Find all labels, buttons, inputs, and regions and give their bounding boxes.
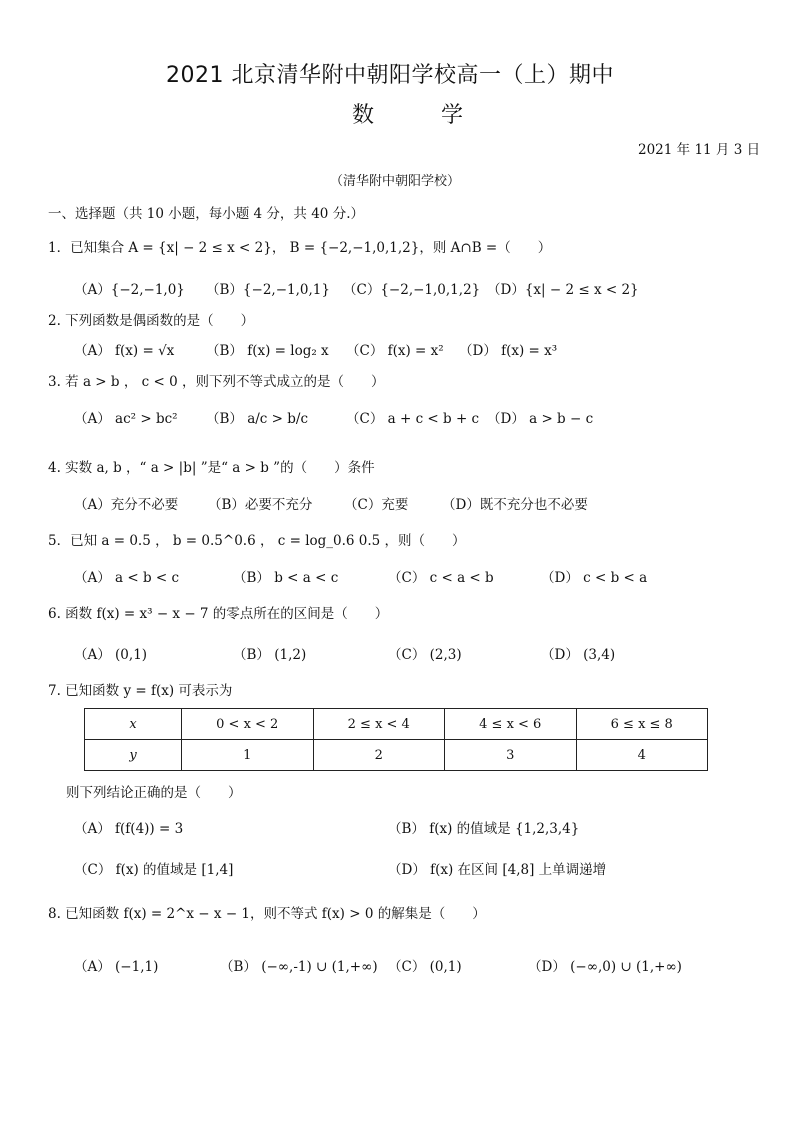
table-header-x: x	[85, 709, 182, 740]
question-3-option-d: （D） a > b − c	[487, 411, 594, 427]
question-8-stem: 8. 已知函数 f(x) = 2^x − x − 1，则不等式 f(x) > 0 的解集是（ ）	[48, 906, 486, 922]
question-1-stem: 1．已知集合 A = {x| − 2 ≤ x < 2}， B = {−2,−1,0,1,2}，则 A∩B =（ ）	[48, 240, 552, 256]
question-8-option-c: （C） (0,1)	[388, 959, 462, 975]
section-heading: 一、选择题（共 10 小题，每小题 4 分，共 40 分.）	[48, 206, 364, 222]
question-8-option-b: （B） (−∞,-1) ∪ (1,+∞)	[220, 959, 378, 975]
table-cell: 0 < x < 2	[182, 709, 314, 740]
question-7-option-d: （D） f(x) 在区间 [4,8] 上单调递增	[388, 862, 607, 878]
question-7-option-b: （B） f(x) 的值域是 {1,2,3,4}	[388, 821, 580, 837]
question-4-stem: 4. 实数 a, b ，“ a > |b| ”是“ a > b ”的（ ）条件	[48, 460, 375, 476]
table-header-y: y	[85, 740, 182, 771]
question-5-option-c: （C） c < a < b	[388, 570, 494, 586]
question-6-option-a: （A） (0,1)	[74, 647, 148, 663]
question-3-option-a: （A） ac² > bc²	[74, 411, 178, 427]
question-4-option-c: （C）充要	[344, 497, 409, 513]
question-6-stem: 6. 函数 f(x) = x³ − x − 7 的零点所在的区间是（ ）	[48, 606, 389, 622]
question-2-option-d: （D） f(x) = x³	[459, 343, 558, 359]
question-3-option-c: （C） a + c < b + c	[346, 411, 480, 427]
question-2-option-c: （C） f(x) = x²	[346, 343, 444, 359]
question-2-option-b: （B） f(x) = log₂ x	[206, 343, 329, 359]
question-7-stem: 7. 已知函数 y = f(x) 可表示为	[48, 683, 233, 699]
question-1-option-b: （B）{−2,−1,0,1}	[206, 282, 330, 298]
table-cell: 6 ≤ x ≤ 8	[576, 709, 708, 740]
table-cell: 4	[576, 740, 708, 771]
table-cell: 2 ≤ x < 4	[313, 709, 445, 740]
question-6-option-d: （D） (3,4)	[541, 647, 616, 663]
question-8-option-d: （D） (−∞,0) ∪ (1,+∞)	[528, 959, 682, 975]
question-6-option-c: （C） (2,3)	[388, 647, 462, 663]
question-2-option-a: （A） f(x) = √x	[74, 343, 175, 359]
page-title: 2021 北京清华附中朝阳学校高一（上）期中	[166, 63, 614, 88]
table-cell: 4 ≤ x < 6	[445, 709, 577, 740]
question-1-option-a: （A）{−2,−1,0}	[74, 282, 185, 298]
table-cell: 1	[182, 740, 314, 771]
function-value-table	[84, 708, 708, 771]
question-1-option-d: （D）{x| − 2 ≤ x < 2}	[487, 282, 639, 298]
question-3-stem: 3. 若 a > b ， c < 0 ，则下列不等式成立的是（ ）	[48, 374, 385, 390]
question-7-followup: 则下列结论正确的是（ ）	[66, 785, 242, 801]
question-5-stem: 5．已知 a = 0.5 ， b = 0.5^0.6 ， c = log_0.6 0.5 ，则（ ）	[48, 533, 466, 549]
school-name: （清华附中朝阳学校）	[330, 174, 461, 189]
question-4-option-d: （D）既不充分也不必要	[442, 497, 588, 513]
table-row-y	[85, 740, 708, 771]
question-8-option-a: （A） (−1,1)	[74, 959, 159, 975]
table-cell: 2	[313, 740, 445, 771]
question-7-option-a: （A） f(f(4)) = 3	[74, 821, 184, 837]
table-row-x	[85, 709, 708, 740]
table-cell: 3	[445, 740, 577, 771]
exam-date: 2021 年 11 月 3 日	[638, 142, 761, 158]
question-7-option-c: （C） f(x) 的值域是 [1,4]	[74, 862, 234, 878]
question-4-option-a: （A）充分不必要	[74, 497, 179, 513]
question-5-option-a: （A） a < b < c	[74, 570, 180, 586]
question-6-option-b: （B） (1,2)	[233, 647, 307, 663]
question-3-option-b: （B） a/c > b/c	[206, 411, 309, 427]
question-5-option-b: （B） b < a < c	[233, 570, 339, 586]
subject-title: 数 学	[352, 103, 493, 128]
question-4-option-b: （B）必要不充分	[208, 497, 313, 513]
question-5-option-d: （D） c < b < a	[541, 570, 648, 586]
question-2-stem: 2. 下列函数是偶函数的是（ ）	[48, 313, 255, 329]
question-1-option-c: （C）{−2,−1,0,1,2}	[343, 282, 481, 298]
